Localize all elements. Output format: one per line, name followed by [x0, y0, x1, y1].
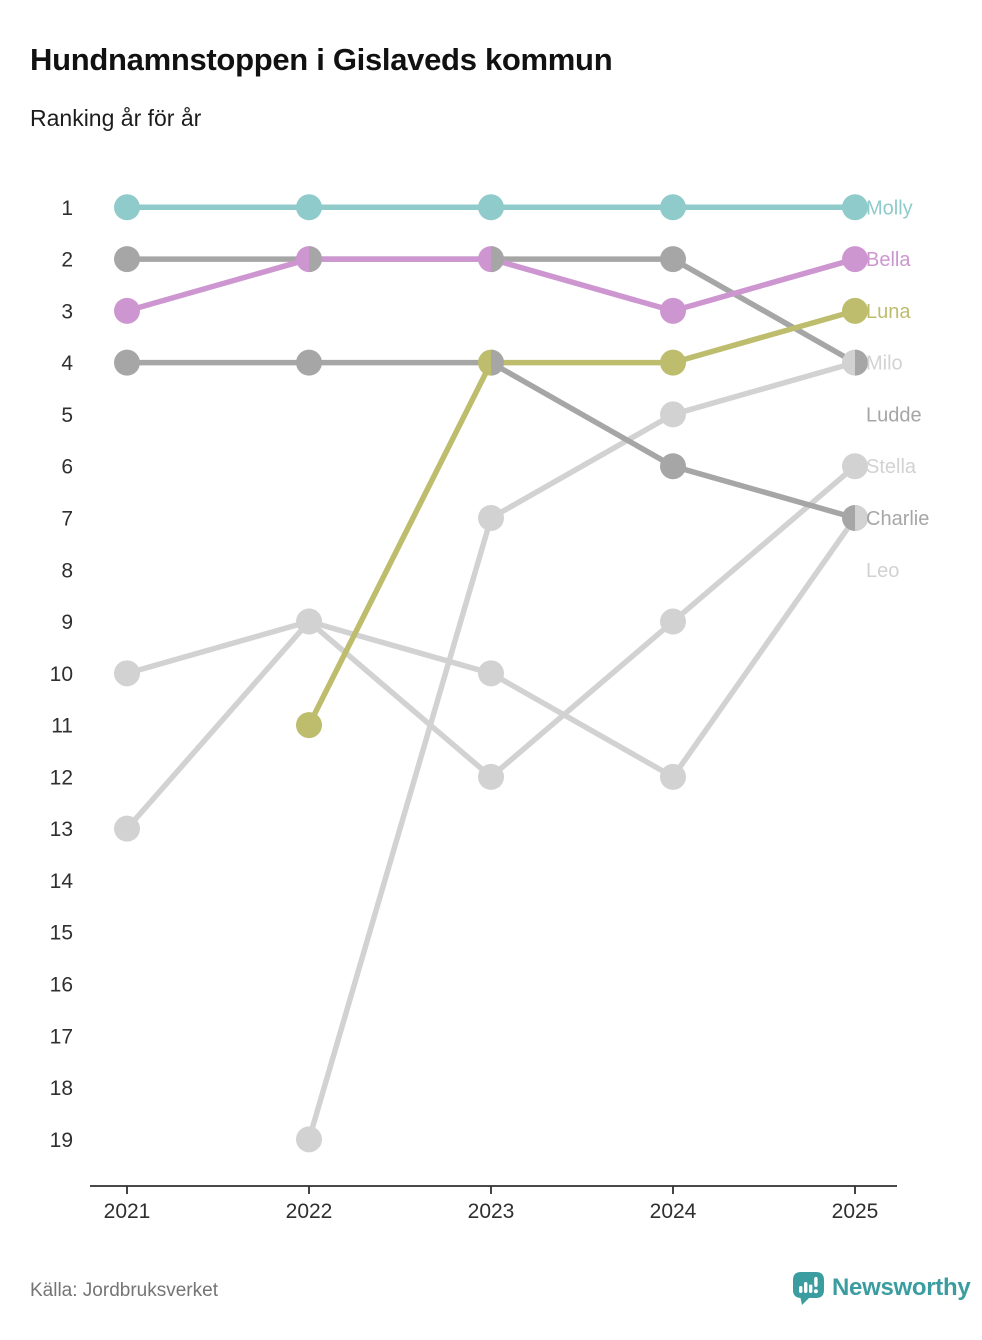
y-axis-tick-label: 8 — [61, 559, 73, 583]
data-point-molly-2024 — [660, 194, 686, 220]
data-point-luna-2024 — [660, 350, 686, 376]
series-label-leo: Leo — [866, 559, 900, 582]
data-point-bella-2021 — [114, 298, 140, 324]
x-axis-tick-label: 2022 — [285, 1200, 333, 1223]
page-subtitle: Ranking år för år — [30, 105, 202, 131]
series-label-stella: Stella — [866, 456, 917, 479]
x-axis-tick-label: 2025 — [831, 1200, 879, 1223]
series-label-ludde: Ludde — [866, 404, 922, 427]
y-axis-tick-label: 16 — [49, 973, 73, 997]
series-line-luna — [309, 311, 855, 725]
series-line-milo — [309, 363, 855, 1140]
data-point-molly-2025 — [842, 194, 868, 220]
data-point-milo-2024 — [660, 401, 686, 427]
data-point-ludde-2021 — [114, 246, 140, 272]
y-axis-tick-label: 7 — [61, 507, 73, 531]
data-point-milo-2022 — [296, 1126, 322, 1152]
data-point-luna-2022 — [296, 712, 322, 738]
y-axis-tick-label: 18 — [49, 1077, 73, 1101]
data-point-molly-2022 — [296, 194, 322, 220]
series-label-milo: Milo — [866, 352, 903, 375]
data-point-stella-2023 — [478, 764, 504, 790]
y-axis-tick-label: 12 — [49, 766, 73, 790]
y-axis-tick-label: 14 — [49, 869, 73, 893]
y-axis-tick-label: 4 — [61, 352, 73, 376]
x-axis-tick-label: 2023 — [467, 1200, 515, 1223]
data-point-ludde-2022 — [309, 246, 322, 272]
data-point-stella-2021 — [114, 816, 140, 842]
y-axis-tick-label: 5 — [61, 403, 73, 427]
data-point-leo-2021 — [114, 660, 140, 686]
data-point-luna-2025 — [842, 298, 868, 324]
data-point-stella-2024 — [660, 609, 686, 635]
y-axis-tick-label: 10 — [49, 662, 73, 686]
y-axis-tick-label: 2 — [61, 248, 73, 272]
data-point-molly-2021 — [114, 194, 140, 220]
series-line-charlie — [127, 363, 855, 518]
series-label-luna: Luna — [866, 300, 911, 323]
x-axis-tick-label: 2021 — [103, 1200, 151, 1223]
series-label-charlie: Charlie — [866, 507, 930, 530]
data-point-bella-2024 — [660, 298, 686, 324]
page-title: Hundnamnstoppen i Gislaveds kommun — [30, 42, 613, 77]
data-point-leo-2023 — [478, 660, 504, 686]
data-point-leo-2024 — [660, 764, 686, 790]
y-axis-tick-label: 6 — [61, 455, 73, 479]
y-axis-tick-label: 3 — [61, 300, 73, 324]
y-axis-tick-label: 9 — [61, 611, 73, 635]
data-point-molly-2023 — [478, 194, 504, 220]
data-point-bella-2025 — [842, 246, 868, 272]
y-axis-tick-label: 17 — [49, 1025, 73, 1049]
data-point-milo-2023 — [478, 505, 504, 531]
data-point-charlie-2024 — [660, 453, 686, 479]
data-point-charlie-2021 — [114, 350, 140, 376]
series-line-ludde — [127, 259, 855, 363]
y-axis-tick-label: 19 — [49, 1128, 73, 1152]
series-label-molly: Molly — [866, 197, 913, 220]
x-axis-tick-label: 2024 — [649, 1200, 697, 1223]
newsworthy-logo — [793, 1272, 970, 1305]
newsworthy-logo-icon — [793, 1272, 824, 1305]
data-point-stella-2025 — [842, 453, 868, 479]
source-note: Källa: Jordbruksverket — [30, 1280, 218, 1301]
series-label-bella: Bella — [866, 249, 911, 272]
y-axis-tick-label: 15 — [49, 921, 73, 945]
data-point-charlie-2022 — [296, 350, 322, 376]
y-axis-tick-label: 11 — [51, 714, 73, 738]
newsworthy-logo-text: Newsworthy — [832, 1274, 971, 1301]
y-axis-tick-label: 13 — [49, 818, 73, 842]
y-axis-tick-label: 1 — [61, 196, 73, 220]
data-point-ludde-2024 — [660, 246, 686, 272]
data-point-ludde-2023 — [491, 246, 504, 272]
